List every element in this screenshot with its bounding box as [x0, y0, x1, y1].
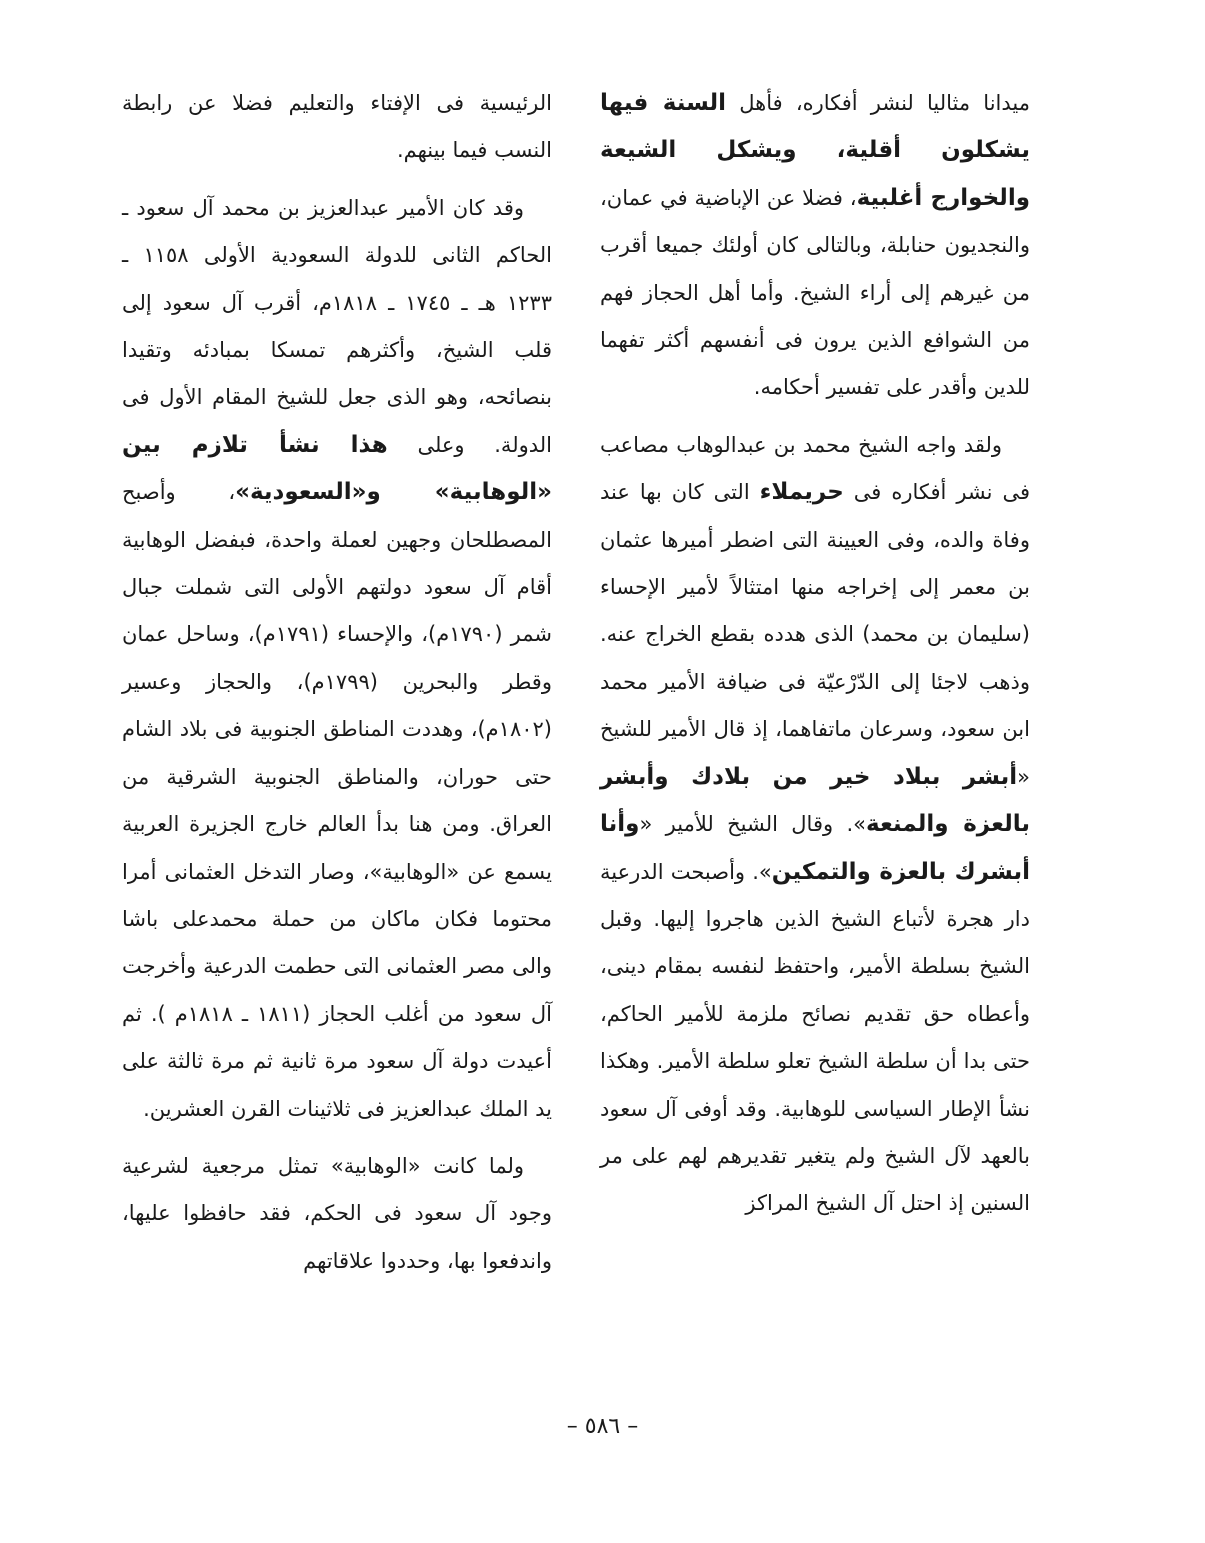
bold-text: أبشر ببلاد خير من بلادك وأبشر بالعزة والمنعة: [600, 763, 1031, 838]
text-run: ». وقال الشيخ للأمير «: [639, 812, 866, 837]
text-run: الرئيسية فى الإفتاء والتعليم فضلا عن رابطة النسب فيما بينهم.: [122, 91, 552, 163]
text-run: ، فضلا عن الإباضية في عمان، والنجديون حنابلة، وبالتالى كان أولئك جميعا أقرب من غيرهم إلى أراء الشيخ. وأما أهل الحجاز فهم من الشوافع الذين يرون فى أنفسهم أكثر تفهما للدين وأقدر على تفسير أحكامه.: [600, 185, 1030, 400]
text-run: ، وأصبح المصطلحان وجهين لعملة واحدة، فبفضل الوهابية أقام آل سعود دولتهم الأولى التى شملت جبال شمر (١٧٩٠م)، والإحساء (١٧٩١م)، وساحل عمان وقطر والبحرين (١٧٩٩م)، والحجاز وعسير (١٨٠٢م)، وهددت المناطق الجنوبية فى بلاد الشام حتى حوران، والمناطق الجنوبية الشرقية من العراق. ومن هنا بدأ العالم خارج الجزيرة العربية يسمع عن «الوهابية»، وصار التدخل العثمانى أمرا محتوما فكان ماكان من حملة محمدعلى باشا والى مصر العثمانى التى حطمت الدرعية وأخرجت آل سعود من أغلب الحجاز (١٨١١ ـ ١٨١٨م ). ثم أعيدت دولة آل سعود مرة ثانية ثم مرة ثالثة على يد الملك عبدالعزيز فى ثلاثينات القرن العشرين.: [122, 480, 552, 1121]
text-run: ولقد واجه الشيخ محمد بن عبدالوهاب مصاعب فى نشر أفكاره فى: [600, 432, 1031, 505]
bold-text: السنة فيها يشكلون أقلية، ويشكل الشيعة والخوارج أغلبية: [600, 90, 1030, 211]
paragraph: [122, 185, 552, 1133]
text-column-right: [600, 80, 1030, 1238]
paragraph: [122, 80, 552, 175]
text-run: وقد كان الأمير عبدالعزيز بن محمد آل سعود ـ الحاكم الثانى للدولة السعودية الأولى ١١٥٨ ـ ١٢٣٣ هـ ـ ١٧٤٥ ـ ١٨١٨م، أقرب آل سعود إلى قلب الشيخ، وأكثرهم تمسكا بمبادئه وتقيدا بنصائحه، وهو الذى جعل للشيخ المقام الأول فى الدولة. وعلى: [122, 195, 553, 457]
text-run: ولما كانت «الوهابية» تمثل مرجعية لشرعية وجود آل سعود فى الحكم، فقد حافظوا عليها، واندفعوا بها، وحددوا علاقاتهم: [122, 1153, 552, 1273]
text-run: ». وأصبحت الدرعية دار هجرة لأتباع الشيخ الذين هاجروا إليها. وقبل الشيخ بسلطة الأمير، واحتفظ لنفسه بمقام دينى، وأعطاه حق تقديم نصائح ملزمة للأمير الحاكم، حتى بدا أن سلطة الشيخ تعلو سلطة الأمير. وهكذا نشأ الإطار السياسى للوهابية. وقد أوفى آل سعود بالعهد لآل الشيخ ولم يتغير تقديرهم لهم على مر السنين إذ احتل آل الشيخ المراكز: [600, 859, 1030, 1216]
text-column-left: [122, 80, 552, 1295]
paragraph: [600, 80, 1030, 412]
paragraph: [122, 1143, 552, 1285]
bold-text: حريملاء: [759, 479, 844, 506]
text-run: ميدانا مثاليا لنشر أفكاره، فأهل: [726, 91, 1030, 115]
paragraph: [600, 422, 1030, 1228]
page-number: – ٥٨٦ –: [566, 1414, 639, 1439]
text-run: التى كان بها عند وفاة والده، وفى العيينة التى اضطر أميرها عثمان بن معمر إلى إخراجه منها امتثالاً لأمير الإحساء (سليمان بن محمد) الذى هدده بقطع الخراج عنه. وذهب لاجئا إلى الدّرْعيّة فى ضيافة الأمير محمد ابن سعود، وسرعان ماتفاهما، إذ قال الأمير للشيخ «: [600, 480, 1030, 789]
bold-text: هذا نشأ تلازم بين «الوهابية» و«السعودية»: [122, 431, 553, 506]
bold-text: وأنا أبشرك بالعزة والتمكين: [600, 811, 1030, 885]
